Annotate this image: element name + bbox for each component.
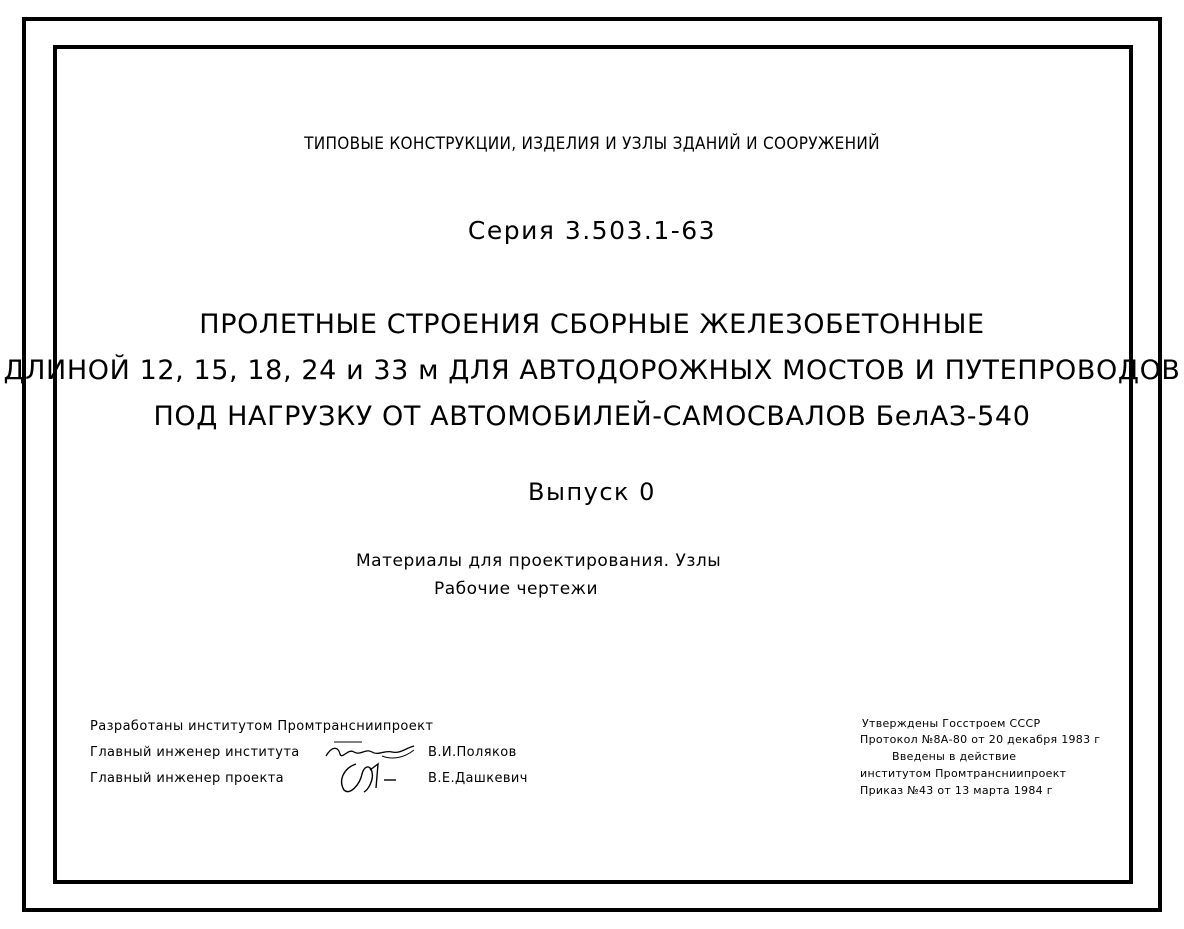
chief-engineer-institute-name: В.И.Поляков <box>428 745 517 760</box>
title-line-2: ДЛИНОЙ 12, 15, 18, 24 и 33 м ДЛЯ АВТОДОРОЖНЫХ МОСТОВ И ПУТЕПРОВОДОВ <box>3 355 1181 386</box>
chief-engineer-project-name: В.Е.Дашкевич <box>428 771 528 786</box>
approval-line-1: Утверждены Госстроем СССР <box>862 717 1041 730</box>
developed-by: Разработаны институтом Промтрансниипроект <box>90 719 434 734</box>
issue-number: Выпуск 0 <box>528 478 656 506</box>
working-drawings-line: Рабочие чертежи <box>434 579 599 599</box>
title-line-1: ПРОЛЕТНЫЕ СТРОЕНИЯ СБОРНЫЕ ЖЕЛЕЗОБЕТОННЫЕ <box>199 309 985 340</box>
series-number: Серия 3.503.1-63 <box>467 216 717 245</box>
approval-order: Приказ №43 от 13 марта 1984 г <box>860 784 1053 797</box>
materials-line: Материалы для проектирования. Узлы <box>356 551 722 571</box>
approval-protocol: Протокол №8А-80 от 20 декабря 1983 г <box>860 733 1101 746</box>
title-line-3: ПОД НАГРУЗКУ ОТ АВТОМОБИЛЕЙ-САМОСВАЛОВ БелАЗ-540 <box>153 401 1031 432</box>
signature-chief-engineer-project <box>334 760 404 796</box>
category-heading: ТИПОВЫЕ КОНСТРУКЦИИ, ИЗДЕЛИЯ И УЗЛЫ ЗДАНИЙ И СООРУЖЕНИЙ <box>304 134 880 154</box>
chief-engineer-project-label: Главный инженер проекта <box>90 771 285 786</box>
chief-engineer-institute-label: Главный инженер института <box>90 745 300 760</box>
approval-enacted: Введены в действие <box>892 750 1017 763</box>
approval-institute: институтом Промтрансниипроект <box>860 767 1067 780</box>
